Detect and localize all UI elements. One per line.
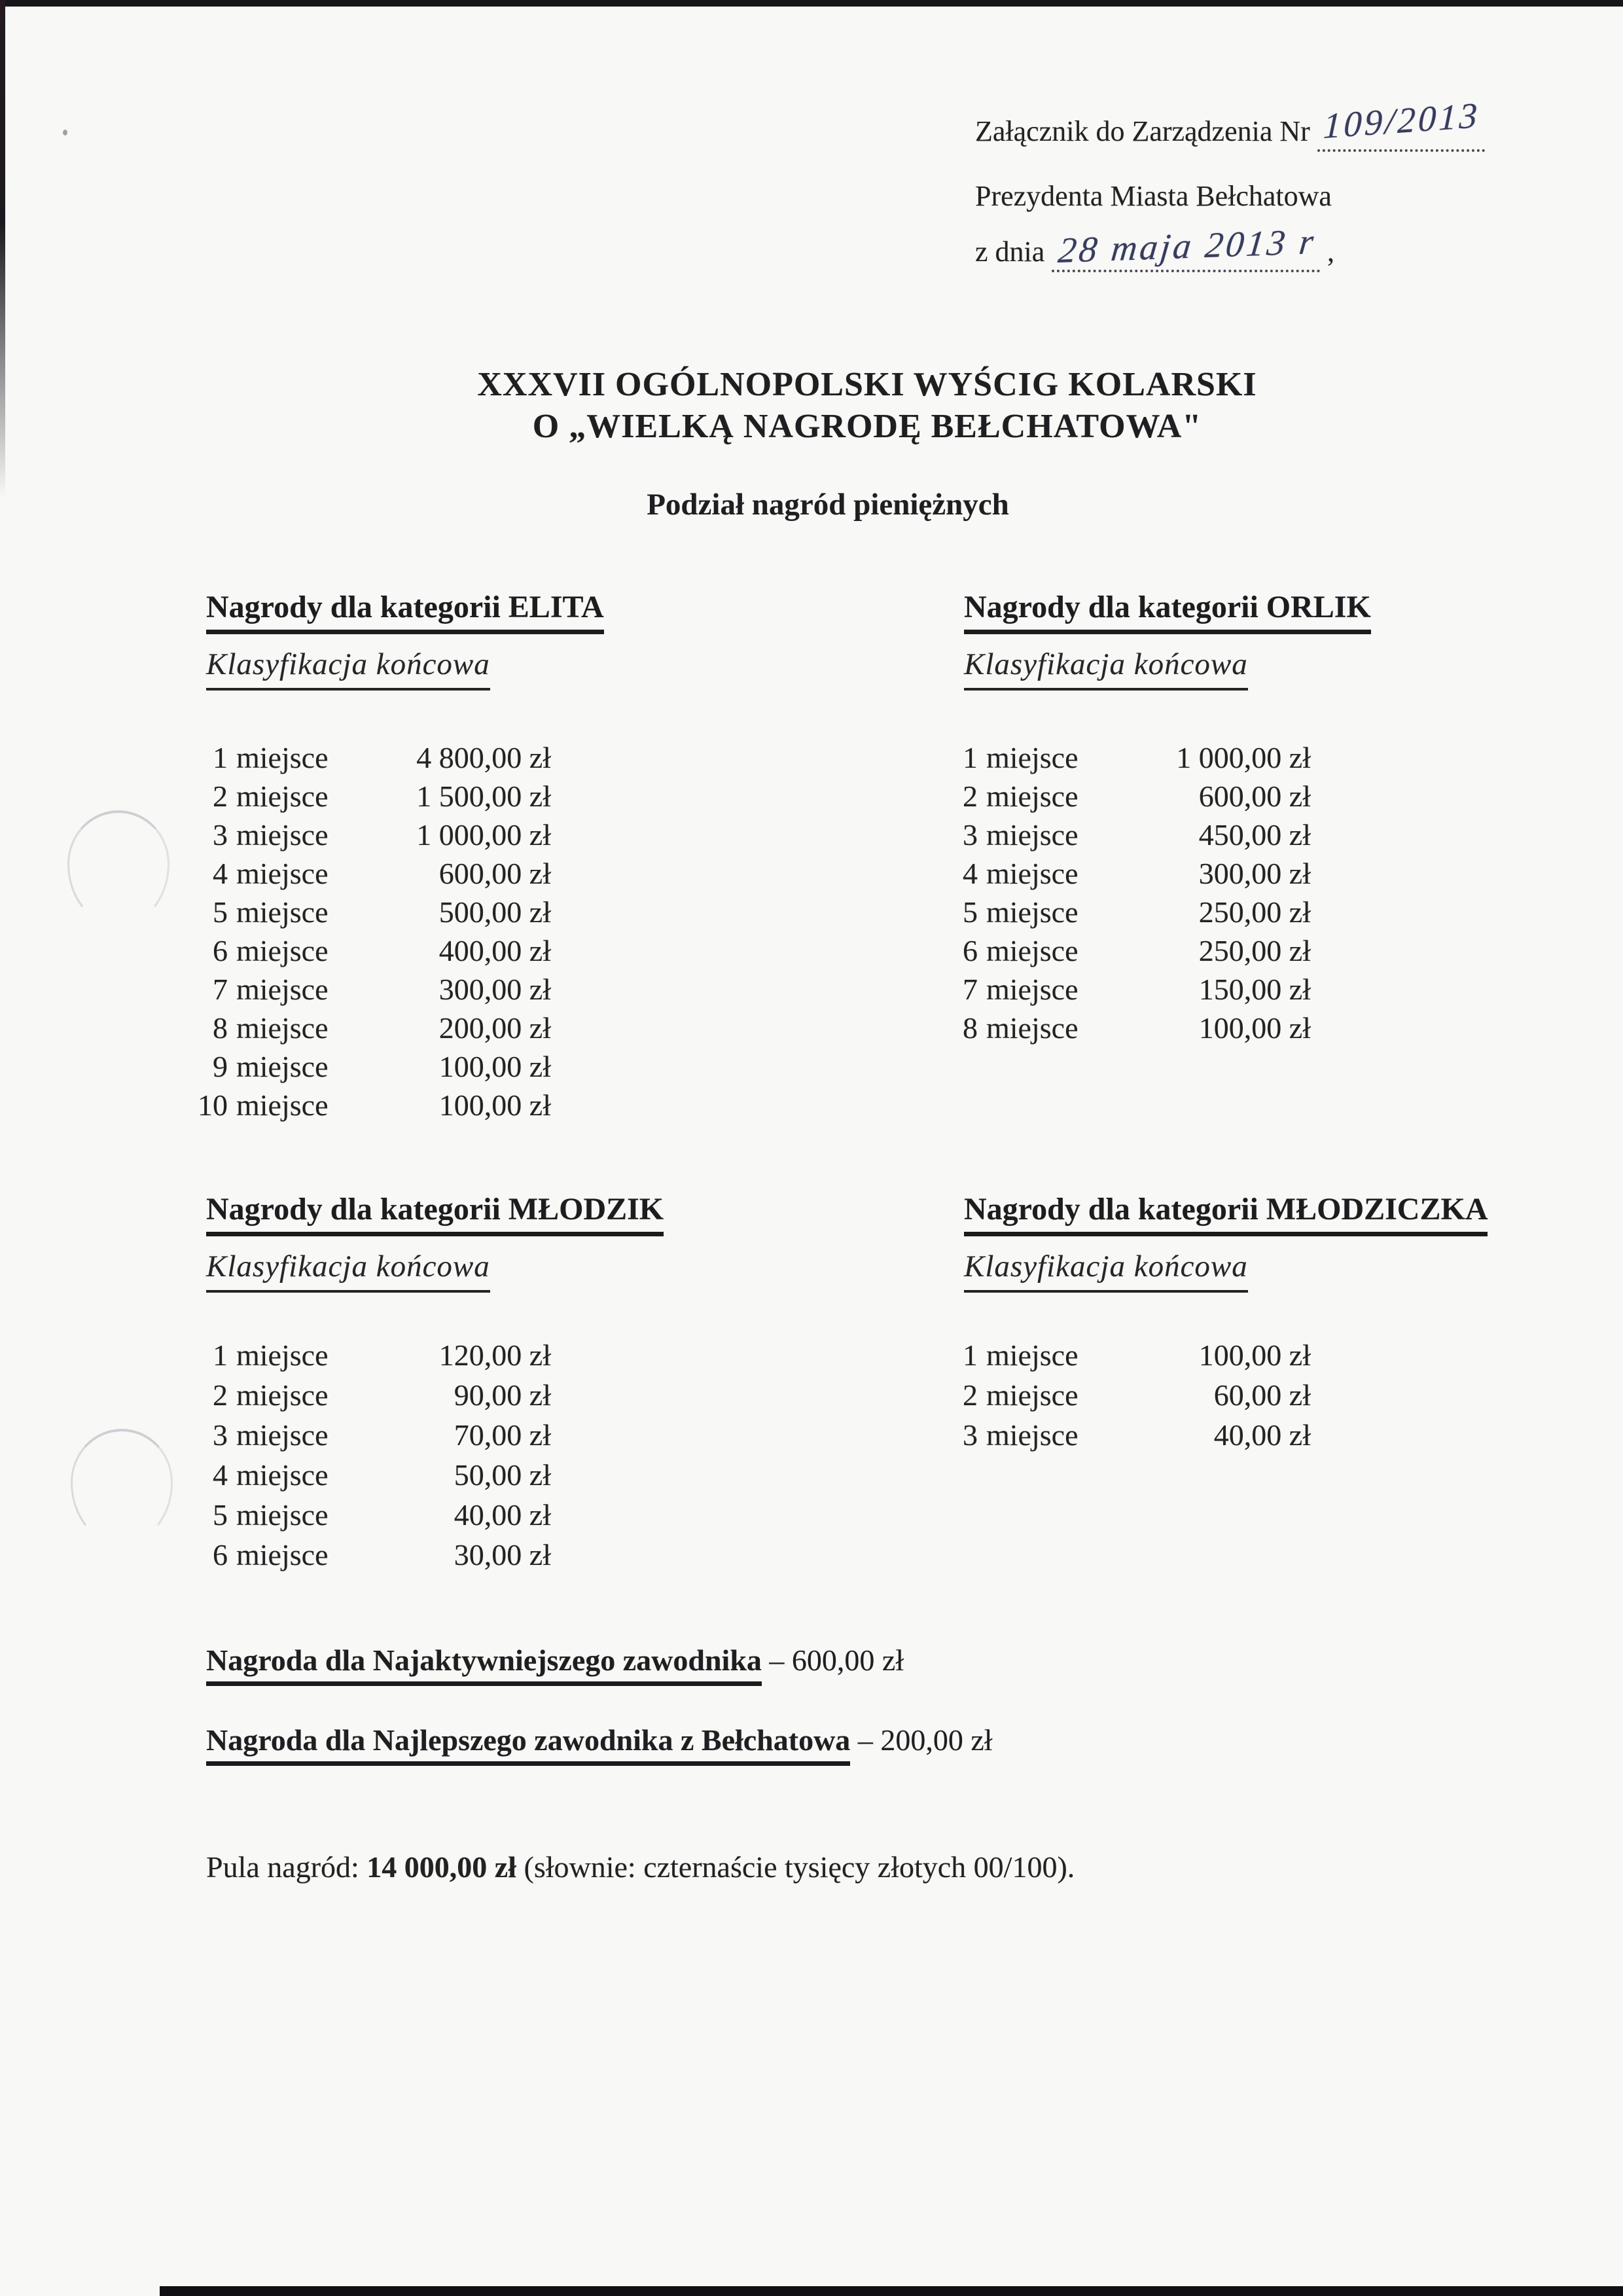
prize-table-mlodziczka (935, 1335, 1311, 1455)
table-row (185, 1086, 551, 1124)
place-unit: miejsce (236, 1378, 329, 1412)
table-row (185, 738, 551, 777)
prize-pool-line (206, 1850, 1075, 1884)
ordinance-date-dotted-line (1052, 221, 1320, 272)
ordinance-number-dotted-line (1317, 94, 1485, 152)
place-unit: miejsce (236, 1011, 329, 1045)
handwritten-ordinance-number: 109/2013 (1322, 94, 1481, 147)
place-number: 3 (213, 1418, 228, 1452)
table-row (185, 1375, 551, 1415)
place-number: 3 (963, 818, 978, 852)
table-row (185, 1415, 551, 1455)
place-unit: miejsce (236, 741, 329, 774)
place-unit: miejsce (986, 1338, 1079, 1372)
prize-pool-amount: 14 000,00 zł (366, 1850, 516, 1884)
attachment-line-1 (975, 94, 1584, 152)
section-heading-orlik: Nagrody dla kategorii ORLIK (964, 589, 1371, 634)
prize-amount: 400,00 zł (438, 934, 551, 967)
scan-edge-bottom (160, 2286, 1623, 2296)
prize-table-orlik (935, 738, 1311, 1047)
place-number: 3 (963, 1418, 978, 1452)
place-number: 1 (213, 741, 228, 774)
place-number: 3 (213, 818, 228, 852)
document-title-line-2: O „WIELKĄ NAGRODĘ BEŁCHATOWA" (532, 408, 1202, 445)
table-row (935, 1415, 1311, 1455)
prize-amount: 150,00 zł (1198, 973, 1311, 1006)
attachment-line-3-suffix: , (1327, 236, 1334, 268)
place-unit: miejsce (236, 1050, 329, 1083)
table-row (935, 1335, 1311, 1375)
prize-amount: 1 000,00 zł (416, 818, 551, 852)
place-number: 6 (213, 934, 228, 967)
place-unit: miejsce (236, 1418, 329, 1452)
table-row (185, 1009, 551, 1047)
section-subheading-orlik: Klasyfikacja końcowa (964, 647, 1248, 691)
place-number: 2 (963, 1378, 978, 1412)
place-number: 2 (213, 1378, 228, 1412)
place-number: 4 (213, 1458, 228, 1492)
prize-amount: 70,00 zł (454, 1418, 551, 1452)
place-unit: miejsce (236, 1458, 329, 1492)
special-award-label: Nagroda dla Najaktywniejszego zawodnika (206, 1643, 762, 1686)
document-title-line-1: XXXVII OGÓLNOPOLSKI WYŚCIG KOLARSKI (477, 366, 1257, 403)
prize-amount: 300,00 zł (438, 973, 551, 1006)
place-unit: miejsce (986, 857, 1079, 890)
prize-amount: 250,00 zł (1198, 895, 1311, 929)
prize-table-elita (185, 738, 551, 1124)
prize-amount: 50,00 zł (454, 1458, 551, 1492)
section-subheading-mlodzik: Klasyfikacja końcowa (206, 1249, 490, 1293)
table-row (185, 1535, 551, 1575)
section-subheading-elita: Klasyfikacja końcowa (206, 647, 490, 691)
attachment-line-3-label: z dnia (975, 236, 1045, 268)
prize-amount: 100,00 zł (438, 1050, 551, 1083)
prize-amount: 30,00 zł (454, 1538, 551, 1571)
table-row (185, 893, 551, 931)
attachment-line-2: Prezydenta Miasta Bełchatowa (975, 180, 1332, 212)
place-unit: miejsce (986, 1011, 1079, 1045)
place-unit: miejsce (236, 1088, 329, 1122)
place-number: 1 (963, 741, 978, 774)
table-row (935, 970, 1311, 1009)
prize-amount: 200,00 zł (438, 1011, 551, 1045)
attachment-line-3 (975, 221, 1584, 272)
prize-amount: 90,00 zł (454, 1378, 551, 1412)
place-unit: miejsce (236, 1538, 329, 1571)
place-unit: miejsce (236, 857, 329, 890)
place-unit: miejsce (986, 1418, 1079, 1452)
prize-amount: 300,00 zł (1198, 857, 1311, 890)
prize-amount: 500,00 zł (438, 895, 551, 929)
document-title (111, 364, 1623, 448)
table-row (935, 816, 1311, 854)
prize-amount: 4 800,00 zł (416, 741, 551, 774)
prize-amount: 40,00 zł (1213, 1418, 1311, 1452)
separator-dash: – (857, 1723, 873, 1757)
special-award-amount: 200,00 zł (880, 1723, 993, 1757)
place-unit: miejsce (236, 818, 329, 852)
special-award-most-active (206, 1643, 904, 1686)
handwritten-ordinance-date: 28 maja 2013 r (1056, 221, 1319, 271)
place-number: 8 (963, 1011, 978, 1045)
place-number: 7 (963, 973, 978, 1006)
place-unit: miejsce (986, 780, 1079, 813)
prize-amount: 100,00 zł (1198, 1338, 1311, 1372)
special-award-amount: 600,00 zł (791, 1643, 904, 1677)
prize-amount: 1 500,00 zł (416, 780, 551, 813)
place-number: 2 (213, 780, 228, 813)
table-row (935, 854, 1311, 893)
place-unit: miejsce (236, 1338, 329, 1372)
prize-amount: 250,00 zł (1198, 934, 1311, 967)
section-heading-mlodziczka: Nagrody dla kategorii MŁODZICZKA (964, 1191, 1488, 1236)
place-number: 6 (963, 934, 978, 967)
attachment-line-1-label: Załącznik do Zarządzenia Nr (975, 115, 1310, 147)
place-number: 4 (213, 857, 228, 890)
section-heading-mlodzik: Nagrody dla kategorii MŁODZIK (206, 1191, 664, 1236)
prize-amount: 60,00 zł (1213, 1378, 1311, 1412)
scan-speck (63, 130, 67, 135)
place-number: 1 (963, 1338, 978, 1372)
table-row (185, 1047, 551, 1086)
table-row (935, 738, 1311, 777)
table-row (935, 931, 1311, 970)
special-award-label: Nagroda dla Najlepszego zawodnika z Bełchatowa (206, 1723, 850, 1766)
prize-amount: 600,00 zł (1198, 780, 1311, 813)
table-row (185, 1335, 551, 1375)
section-heading-elita: Nagrody dla kategorii ELITA (206, 589, 604, 634)
table-row (185, 1455, 551, 1495)
place-unit: miejsce (986, 895, 1079, 929)
prize-amount: 600,00 zł (438, 857, 551, 890)
place-unit: miejsce (986, 818, 1079, 852)
prize-amount: 40,00 zł (454, 1498, 551, 1532)
table-row (185, 854, 551, 893)
table-row (185, 970, 551, 1009)
place-unit: miejsce (236, 973, 329, 1006)
scan-artifact-arc (67, 810, 169, 927)
table-row (935, 1375, 1311, 1415)
place-number: 10 (198, 1088, 228, 1122)
scan-edge-left (0, 0, 5, 497)
attachment-note (975, 94, 1584, 272)
table-row (935, 893, 1311, 931)
place-number: 2 (963, 780, 978, 813)
prize-amount: 450,00 zł (1198, 818, 1311, 852)
prize-pool-suffix: (słownie: czternaście tysięcy złotych 00/100). (524, 1850, 1075, 1884)
place-number: 5 (213, 895, 228, 929)
place-unit: miejsce (236, 1498, 329, 1532)
prize-pool-prefix: Pula nagród: (206, 1850, 359, 1884)
place-unit: miejsce (236, 780, 329, 813)
separator-dash: – (769, 1643, 785, 1677)
scan-edge-top (0, 0, 1623, 7)
place-number: 8 (213, 1011, 228, 1045)
document-subtitle: Podział nagród pieniężnych (647, 488, 1009, 522)
special-award-best-local (206, 1723, 993, 1766)
prize-amount: 100,00 zł (1198, 1011, 1311, 1045)
place-number: 6 (213, 1538, 228, 1571)
place-number: 5 (213, 1498, 228, 1532)
place-number: 1 (213, 1338, 228, 1372)
place-unit: miejsce (236, 934, 329, 967)
place-number: 7 (213, 973, 228, 1006)
place-unit: miejsce (986, 741, 1079, 774)
section-subheading-mlodziczka: Klasyfikacja końcowa (964, 1249, 1248, 1293)
prize-table-mlodzik (185, 1335, 551, 1575)
prize-amount: 100,00 zł (438, 1088, 551, 1122)
place-unit: miejsce (236, 895, 329, 929)
place-unit: miejsce (986, 934, 1079, 967)
prize-amount: 1 000,00 zł (1176, 741, 1311, 774)
scan-artifact-arc (71, 1429, 173, 1545)
place-number: 4 (963, 857, 978, 890)
place-number: 5 (963, 895, 978, 929)
prize-amount: 120,00 zł (438, 1338, 551, 1372)
table-row (185, 777, 551, 816)
table-row (185, 816, 551, 854)
place-unit: miejsce (986, 1378, 1079, 1412)
table-row (185, 1495, 551, 1535)
table-row (185, 931, 551, 970)
place-unit: miejsce (986, 973, 1079, 1006)
table-row (935, 777, 1311, 816)
place-number: 9 (213, 1050, 228, 1083)
table-row (935, 1009, 1311, 1047)
